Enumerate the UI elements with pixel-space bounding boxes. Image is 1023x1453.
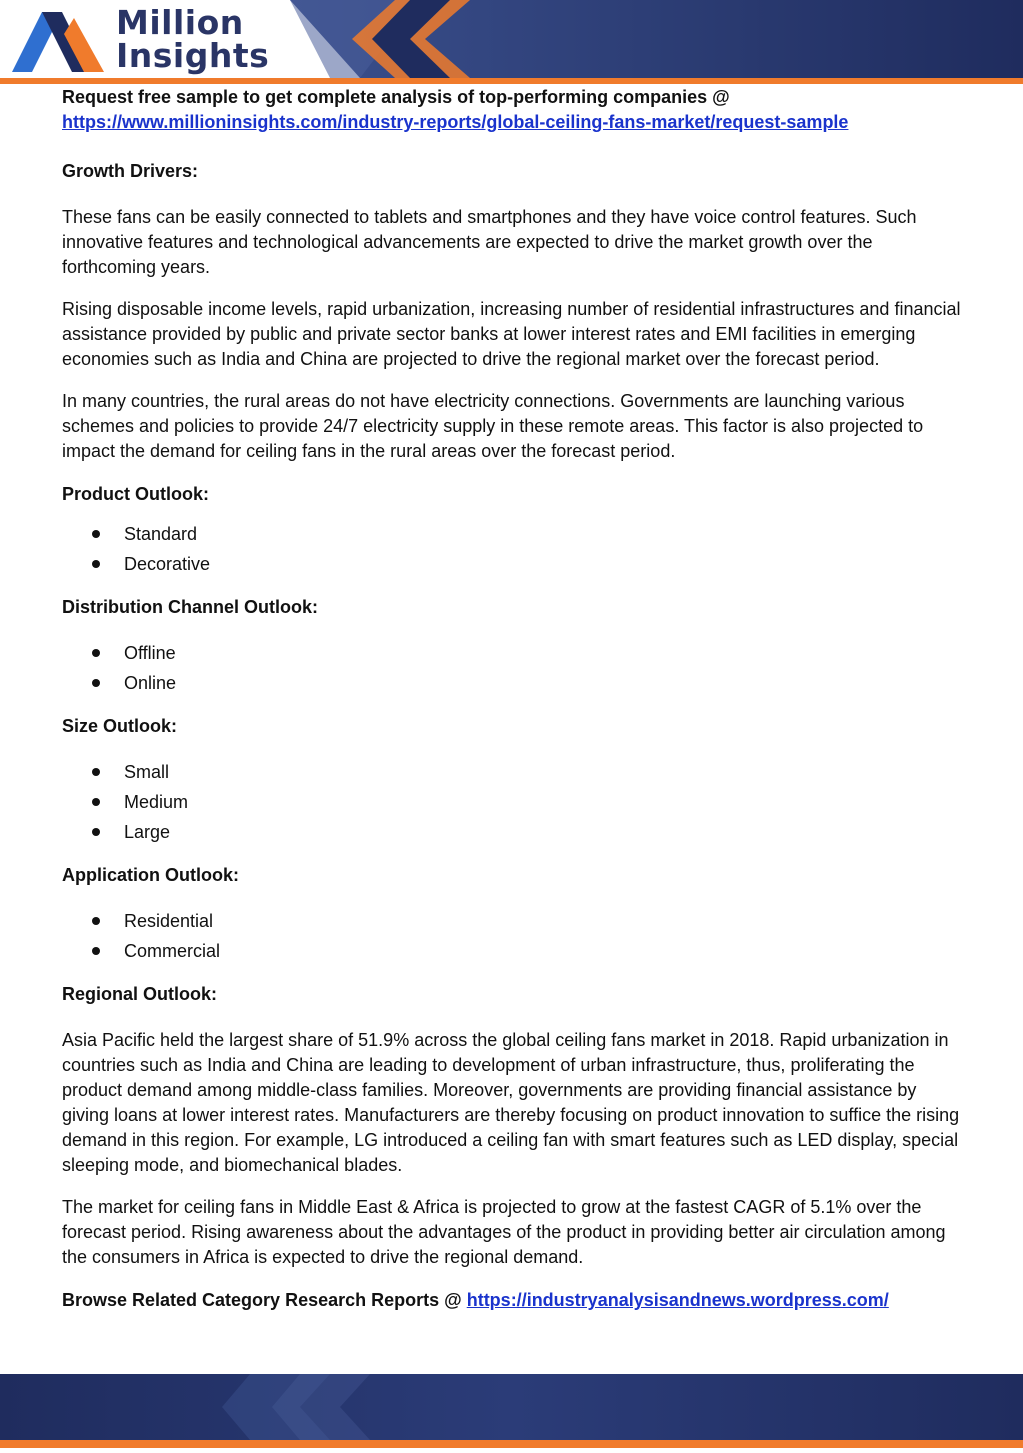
bullet-icon	[92, 530, 100, 538]
browse-line	[62, 1288, 962, 1313]
growth-heading: Growth Drivers:	[62, 161, 199, 181]
request-sample-link[interactable]: https://www.millioninsights.com/industry-reports/global-ceiling-fans-market/request-sample	[62, 112, 849, 132]
list-item: Commercial	[62, 936, 962, 966]
bullet-icon	[92, 828, 100, 836]
logo-mark-icon	[12, 4, 112, 76]
footer-banner	[0, 1374, 1023, 1448]
footer-graphic	[0, 1374, 1023, 1448]
regional-paragraph: Asia Pacific held the largest share of 51.9% across the global ceiling fans market in 2018. Rapid urbanization in countries such as India and China are leading to development of urban infrastructure, thus, proliferating the product demand among middle-class families. Moreover, governments are providing financial assistance by giving loans at lower interest rates. Manufacturers are thereby focusing on product innovation to suffice the rising demand in this region. For example, LG introduced a ceiling fan with smart features such as LED display, special sleeping mode, and biomechanical blades.	[62, 1030, 960, 1175]
application-heading: Application Outlook:	[62, 865, 239, 885]
distribution-list	[62, 638, 962, 698]
product-list	[62, 519, 962, 579]
related-reports-link[interactable]: https://industryanalysisandnews.wordpress.com/	[466, 1290, 889, 1310]
size-list	[62, 757, 962, 847]
product-heading: Product Outlook:	[62, 484, 209, 504]
list-item: Standard	[62, 519, 962, 549]
size-heading: Size Outlook:	[62, 716, 178, 736]
bullet-icon	[92, 947, 100, 955]
bullet-icon	[92, 679, 100, 687]
regional-heading: Regional Outlook:	[62, 984, 217, 1004]
logo-wordmark	[116, 3, 270, 75]
list-item: Offline	[62, 638, 962, 668]
intro-text: Request free sample to get complete analysis of top-performing companies @	[62, 87, 730, 107]
bullet-icon	[92, 560, 100, 568]
logo-line-1: Million	[116, 3, 244, 42]
growth-paragraph: Rising disposable income levels, rapid urbanization, increasing number of residential infrastructures and financial assistance provided by public and private sector banks at lower interest rates and EMI facilities in emerging economies such as India and China are projected to drive the regional market over the forecast period.	[62, 299, 961, 369]
list-item: Decorative	[62, 549, 962, 579]
million-insights-logo	[12, 3, 270, 78]
distribution-heading: Distribution Channel Outlook:	[62, 597, 318, 617]
bullet-icon	[92, 917, 100, 925]
bullet-icon	[92, 768, 100, 776]
header-banner	[0, 0, 1023, 86]
growth-paragraph: These fans can be easily connected to tablets and smartphones and they have voice control features. Such innovative features and technological advancements are expected to drive the market growth over the forthcoming years.	[62, 207, 917, 277]
growth-paragraph: In many countries, the rural areas do not have electricity connections. Governments are launching various schemes and policies to provide 24/7 electricity supply in these remote areas. This factor is also projected to impact the demand for ceiling fans in the rural areas over the forecast period.	[62, 391, 924, 461]
bullet-icon	[92, 649, 100, 657]
browse-text: Browse Related Category Research Reports @	[62, 1290, 462, 1310]
list-item: Online	[62, 668, 962, 698]
list-item: Medium	[62, 787, 962, 817]
bullet-icon	[92, 798, 100, 806]
list-item: Small	[62, 757, 962, 787]
application-list	[62, 906, 962, 966]
document-body	[62, 85, 962, 1313]
list-item: Large	[62, 817, 962, 847]
logo-line-2: Insights	[116, 36, 270, 75]
list-item: Residential	[62, 906, 962, 936]
regional-paragraph: The market for ceiling fans in Middle East & Africa is projected to grow at the fastest CAGR of 5.1% over the forecast period. Rising awareness about the advantages of the product in providing better air circulation among the consumers in Africa is expected to drive the regional demand.	[62, 1197, 946, 1267]
